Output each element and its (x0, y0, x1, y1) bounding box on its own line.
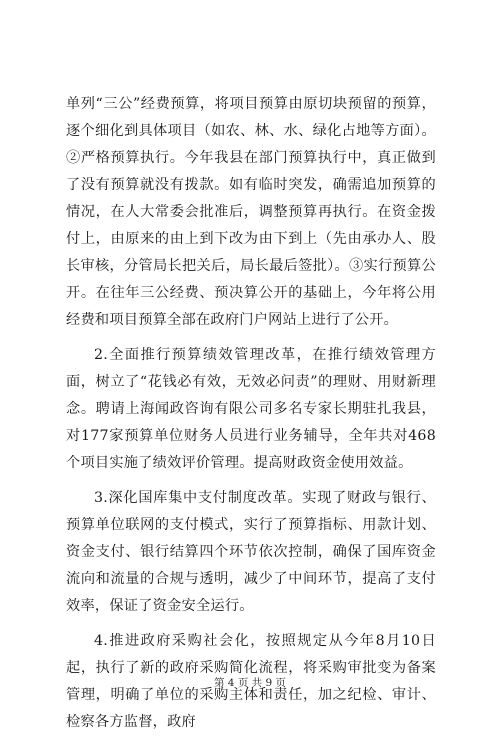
page-number-footer: 第 4 页 共 9 页 (213, 677, 287, 689)
paragraph-performance-management: 2.全面推行预算绩效管理改革，在推行绩效管理方面，树立了“花钱必有效，无效必问责”的理财、用财新理念。聘请上海闻政咨询有限公司多名专家长期驻扎我县，对177家预算单位财务人员进行业务辅导，全年共对468个项目实施了绩效评价管理。提高财政资金使用效益。 (66, 347, 436, 471)
paragraph-government-procurement: 4.推进政府采购社会化，按照规定从今年8月10日起，执行了新的政府采购简化流程，将采购审批变为备案管理，明确了单位的采购主体和责任，加之纪检、审计、检察各方监督，政府 (66, 633, 436, 730)
paragraph-budget-execution: 单列“三公”经费预算，将项目预算由原切块预留的预算，逐个细化到具体项目（如农、林、水、绿化占地等方面）。②严格预算执行。今年我县在部门预算执行中，真正做到了没有预算就没有拨款。如有临时突发，确需追加预算的情况，在人大常委会批准后，调整预算再执行。在资金拨付上，由原来的由上到下改为由下到上（先由承办人、股长审核，分管局长把关后，局长最后签批）。③实行预算公开。在往年三公经费、预决算公开的基础上，今年将公用经费和项目预算全部在政府门户网站上进行了公开。 (66, 96, 436, 328)
paragraph-treasury-payment: 3.深化国库集中支付制度改革。实现了财政与银行、预算单位联网的支付模式，实行了预算指标、用款计划、资金支付、银行结算四个环节依次控制，确保了国库资金流向和流量的合规与透明，减少了中间环节，提高了支付效率，保证了资金安全运行。 (66, 490, 436, 614)
document-body (66, 91, 436, 736)
